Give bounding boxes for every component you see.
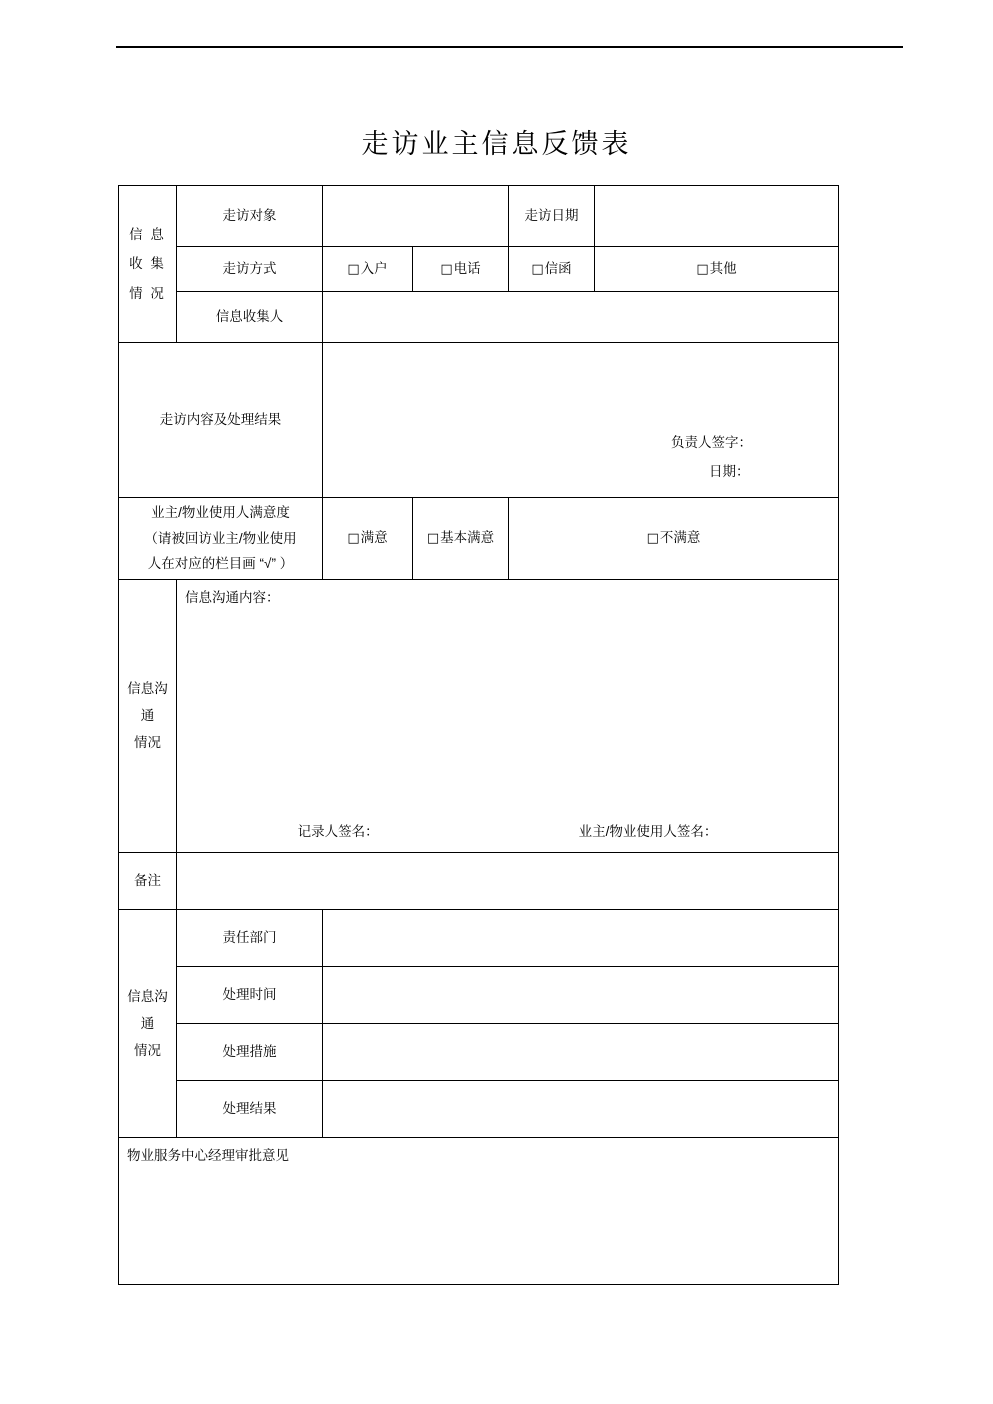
checkbox-icon-satisfied[interactable]: □ bbox=[347, 531, 360, 547]
handling-section-label bbox=[119, 909, 177, 1137]
visit-method-option-other[interactable] bbox=[595, 247, 839, 292]
satisfaction-label bbox=[119, 498, 323, 580]
visit-target-label: 走访对象 bbox=[177, 186, 323, 247]
communication-content-label: 信息沟通内容： bbox=[185, 589, 280, 605]
communication-label-line-2: 情况 bbox=[134, 735, 161, 751]
feedback-form-table bbox=[118, 185, 838, 1285]
handling-result-value[interactable] bbox=[323, 1080, 839, 1137]
handling-result-label: 处理结果 bbox=[177, 1080, 323, 1137]
checkbox-icon-home[interactable]: □ bbox=[347, 261, 360, 277]
satisfaction-label-line-1: 业主/物业使用人满意度 bbox=[151, 505, 290, 520]
visit-target-value[interactable] bbox=[323, 186, 509, 247]
approval-label: 物业服务中心经理审批意见 bbox=[127, 1147, 289, 1163]
visit-method-option-letter-label: 信函 bbox=[544, 260, 572, 276]
communication-section-label bbox=[119, 579, 177, 852]
visit-date-value[interactable] bbox=[595, 186, 839, 247]
remarks-label: 备注 bbox=[119, 852, 177, 909]
page-title: 走访业主信息反馈表 bbox=[361, 129, 632, 160]
checkbox-icon-phone[interactable]: □ bbox=[440, 261, 453, 277]
table-row-handling-measures bbox=[119, 1023, 839, 1080]
table-row-collector bbox=[119, 292, 839, 343]
visit-method-label: 走访方式 bbox=[177, 247, 323, 292]
visit-method-option-phone[interactable] bbox=[413, 247, 509, 292]
remarks-value[interactable] bbox=[177, 852, 839, 909]
responsible-department-label: 责任部门 bbox=[177, 909, 323, 966]
table-row-responsible-department bbox=[119, 909, 839, 966]
owner-signature-label: 业主/物业使用人签名： bbox=[578, 824, 718, 840]
collection-label-line-3: 情 况 bbox=[129, 285, 166, 301]
approval-cell[interactable] bbox=[119, 1137, 839, 1284]
collector-label: 信息收集人 bbox=[177, 292, 323, 343]
satisfaction-label-line-2: （请被回访业主/物业使用 bbox=[144, 530, 297, 546]
checkbox-icon-other[interactable]: □ bbox=[696, 261, 709, 277]
recorder-signature-label: 记录人签名： bbox=[297, 824, 379, 840]
satisfaction-option-satisfied[interactable] bbox=[323, 498, 413, 580]
handling-time-label: 处理时间 bbox=[177, 966, 323, 1023]
collection-label-line-1: 信 息 bbox=[129, 227, 166, 243]
visit-content-label: 走访内容及处理结果 bbox=[119, 343, 323, 498]
communication-signature-row bbox=[185, 820, 830, 844]
visit-method-option-home-label: 入户 bbox=[360, 260, 388, 276]
checkbox-icon-basically-satisfied[interactable]: □ bbox=[426, 531, 440, 547]
table-row-visit-target bbox=[119, 186, 839, 247]
satisfaction-label-line-3: 人在对应的栏目画 “√” ） bbox=[147, 556, 294, 572]
collection-label-line-2: 收 集 bbox=[129, 256, 166, 272]
visit-method-option-home[interactable] bbox=[323, 247, 413, 292]
communication-content-cell[interactable] bbox=[177, 579, 839, 852]
manager-signature-date-label: 日期： bbox=[709, 464, 750, 480]
handling-measures-label: 处理措施 bbox=[177, 1023, 323, 1080]
visit-method-option-phone-label: 电话 bbox=[453, 260, 481, 276]
table-row-visit-content bbox=[119, 343, 839, 498]
visit-method-option-letter[interactable] bbox=[509, 247, 595, 292]
checkbox-icon-dissatisfied[interactable]: □ bbox=[646, 531, 659, 547]
satisfaction-option-dissatisfied-label: 不满意 bbox=[659, 530, 701, 546]
satisfaction-option-basically-satisfied[interactable] bbox=[413, 498, 509, 580]
satisfaction-option-basically-satisfied-label: 基本满意 bbox=[440, 530, 495, 546]
table-row-handling-time bbox=[119, 966, 839, 1023]
table-row-visit-method bbox=[119, 247, 839, 292]
table-row-approval bbox=[119, 1137, 839, 1284]
table-row-handling-result bbox=[119, 1080, 839, 1137]
handling-label-line-2: 情况 bbox=[134, 1042, 161, 1058]
form-table bbox=[118, 185, 839, 1285]
collection-section-label bbox=[119, 186, 177, 343]
visit-method-option-other-label: 其他 bbox=[709, 260, 737, 276]
handling-label-line-1: 信息沟通 bbox=[127, 988, 168, 1031]
visit-content-value[interactable] bbox=[323, 343, 839, 498]
responsible-department-value[interactable] bbox=[323, 909, 839, 966]
table-row-satisfaction bbox=[119, 498, 839, 580]
satisfaction-option-dissatisfied[interactable] bbox=[509, 498, 839, 580]
handling-time-value[interactable] bbox=[323, 966, 839, 1023]
visit-date-label: 走访日期 bbox=[509, 186, 595, 247]
collector-value[interactable] bbox=[323, 292, 839, 343]
visit-content-signature-block bbox=[671, 428, 752, 487]
handling-measures-value[interactable] bbox=[323, 1023, 839, 1080]
satisfaction-option-satisfied-label: 满意 bbox=[360, 530, 388, 546]
checkbox-icon-letter[interactable]: □ bbox=[531, 261, 544, 277]
manager-signature-label: 负责人签字： bbox=[671, 434, 752, 450]
communication-label-line-1: 信息沟通 bbox=[127, 681, 168, 724]
table-row-communication bbox=[119, 579, 839, 852]
table-row-remarks bbox=[119, 852, 839, 909]
header-rule bbox=[116, 46, 903, 48]
